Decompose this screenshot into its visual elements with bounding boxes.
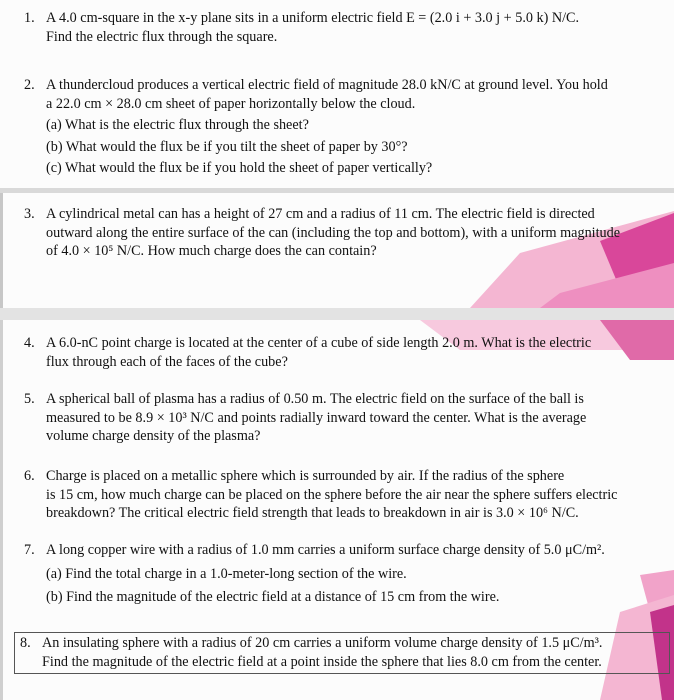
problem-text-line: An insulating sphere with a radius of 20 cm carries a uniform volume charge density of 1.5 μC/m³.	[42, 635, 603, 651]
problem-number: 5.	[24, 391, 35, 407]
problem-text-line: Find the electric flux through the square.	[46, 28, 278, 45]
problem-part-a: (a) Find the total charge in a 1.0-meter-long section of the wire.	[46, 565, 407, 582]
problem-number: 7.	[24, 542, 35, 558]
problem-text-line: Charge is placed on a metallic sphere which is surrounded by air. If the radius of the sphere	[46, 468, 565, 484]
problem-text-line: breakdown? The critical electric field strength that leads to breakdown in air is 3.0 × 10⁶ N/C.	[46, 505, 579, 521]
problem-text-line: A 4.0 cm-square in the x-y plane sits in a uniform electric field E = (2.0 i + 3.0 j + 5.0 k) N/C.	[46, 10, 580, 26]
problem-text-line: of 4.0 × 10⁵ N/C. How much charge does the can contain?	[46, 243, 377, 259]
problem-number: 8.	[20, 635, 31, 651]
problem-text-line: A thundercloud produces a vertical electric field of magnitude 28.0 kN/C at ground level. You hold	[46, 77, 608, 93]
problem-number: 1.	[24, 10, 35, 26]
problem-text-line: A long copper wire with a radius of 1.0 mm carries a uniform surface charge density of 5.0 μC/m².	[46, 542, 605, 558]
problem-text-line: outward along the entire surface of the can (including the top and bottom), with a uniform magnitude	[46, 224, 621, 241]
problem-number: 4.	[24, 335, 35, 351]
problem-part-c: (c) What would the flux be if you hold the sheet of paper vertically?	[46, 160, 433, 176]
problem-text-line: A 6.0-nC point charge is located at the center of a cube of side length 2.0 m. What is the electric	[46, 335, 592, 351]
problem-text-line: a 22.0 cm × 28.0 cm sheet of paper horizontally below the cloud.	[46, 95, 416, 112]
problem-text-line: Find the magnitude of the electric field at a point inside the sphere that lies 8.0 cm from the center.	[42, 653, 602, 670]
problem-part-a: (a) What is the electric flux through the sheet?	[46, 117, 309, 133]
problem-part-b: (b) What would the flux be if you tilt the sheet of paper by 30°?	[46, 138, 408, 155]
panel-separator	[0, 308, 674, 320]
problem-text-line: flux through each of the faces of the cube?	[46, 353, 288, 370]
problem-text-line: A cylindrical metal can has a height of 27 cm and a radius of 11 cm. The electric field is directed	[46, 206, 595, 222]
problem-number: 6.	[24, 468, 35, 484]
problem-text-line: volume charge density of the plasma?	[46, 428, 261, 444]
problem-number: 3.	[24, 206, 35, 222]
problem-text-line: is 15 cm, how much charge can be placed on the sphere before the air near the sphere suffers electric	[46, 486, 618, 503]
problem-text-line: measured to be 8.9 × 10³ N/C and points radially inward toward the center. What is the average	[46, 409, 587, 426]
problem-number: 2.	[24, 77, 35, 93]
problem-part-b: (b) Find the magnitude of the electric field at a distance of 15 cm from the wire.	[46, 589, 500, 605]
problem-text-line: A spherical ball of plasma has a radius of 0.50 m. The electric field on the surface of the ball is	[46, 391, 584, 407]
